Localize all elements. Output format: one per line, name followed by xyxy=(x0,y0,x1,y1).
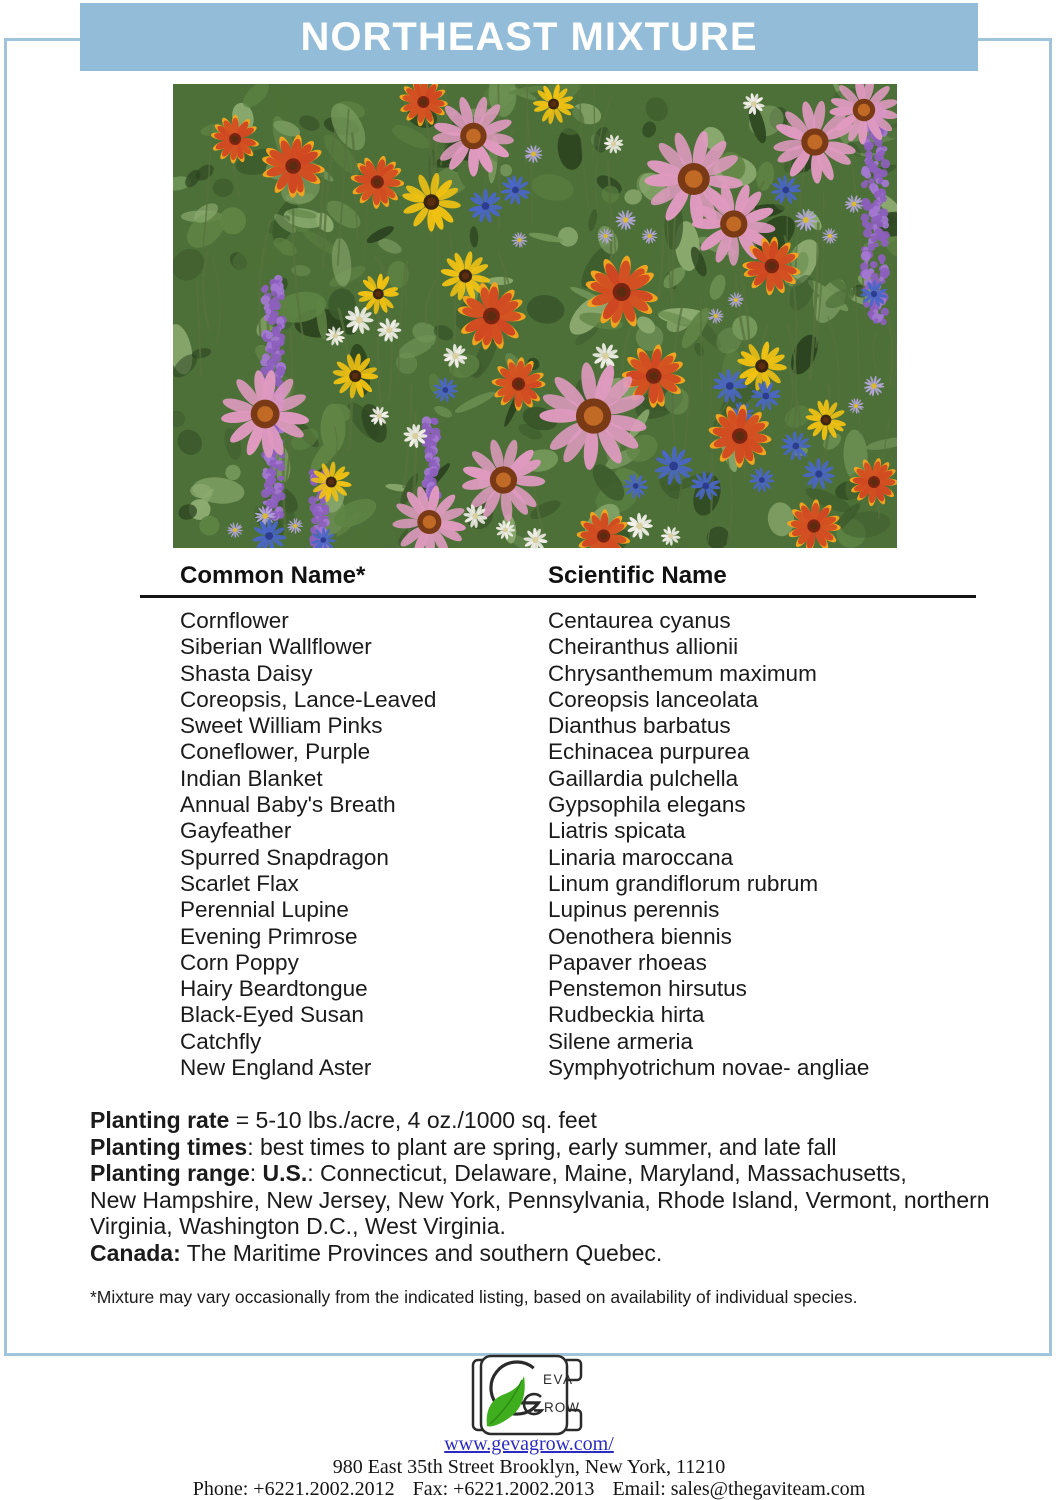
common-name-cell: Indian Blanket xyxy=(180,765,323,791)
planting-range-line: Planting range: U.S.: Connecticut, Delaware, Maine, Maryland, Massachusetts, xyxy=(90,1160,907,1187)
scientific-name-cell: Cheiranthus allionii xyxy=(548,634,739,660)
planting-times-label: Planting times xyxy=(90,1133,248,1160)
table-row xyxy=(0,897,1058,923)
us-label: U.S. xyxy=(262,1160,308,1187)
table-row xyxy=(0,845,1058,871)
table-row xyxy=(0,687,1058,713)
table-row xyxy=(0,634,1058,660)
common-name-cell: Black-Eyed Susan xyxy=(180,1002,364,1028)
canada-label: Canada: xyxy=(90,1239,181,1266)
common-name-cell: Coneflower, Purple xyxy=(180,739,371,765)
common-name-cell: Evening Primrose xyxy=(180,923,358,949)
table-row xyxy=(0,1029,1058,1055)
common-name-cell: Spurred Snapdragon xyxy=(180,844,389,870)
website-link[interactable]: www.gevagrow.com/ xyxy=(444,1433,614,1455)
table-row xyxy=(0,871,1058,897)
common-name-cell: Hairy Beardtongue xyxy=(180,976,368,1002)
table-row xyxy=(0,818,1058,844)
gevagrow-logo xyxy=(471,1352,587,1443)
species-rows xyxy=(0,608,1058,1081)
scientific-name-cell: Symphyotrichum novae- angliae xyxy=(548,1055,870,1081)
planting-rate-value: = 5-10 lbs./acre, 4 oz./1000 sq. feet xyxy=(229,1107,597,1133)
scientific-name-cell: Rudbeckia hirta xyxy=(548,1002,705,1028)
common-name-cell: Corn Poppy xyxy=(180,949,299,975)
logo-text-row: ROW xyxy=(544,1400,580,1415)
scientific-name-cell: Penstemon hirsutus xyxy=(548,976,747,1002)
scientific-name-cell: Echinacea purpurea xyxy=(548,739,750,765)
table-header-rule xyxy=(140,595,976,598)
table-row xyxy=(0,713,1058,739)
canada-value: The Maritime Provinces and southern Quebec. xyxy=(180,1239,663,1266)
table-row xyxy=(0,608,1058,634)
fax: Fax: +6221.2002.2013 xyxy=(412,1478,595,1500)
table-row xyxy=(0,976,1058,1002)
common-name-cell: Scarlet Flax xyxy=(180,870,299,896)
scientific-name-cell: Linaria maroccana xyxy=(548,844,734,870)
planting-times-line xyxy=(90,1134,1035,1161)
footer xyxy=(0,1433,1058,1500)
scientific-name-header: Scientific Name xyxy=(548,562,727,589)
address: 980 East 35th Street Brooklyn, New York, 11210 xyxy=(332,1455,726,1478)
contact-line xyxy=(0,1478,1058,1500)
table-row xyxy=(0,766,1058,792)
table-row xyxy=(0,950,1058,976)
common-name-cell: Perennial Lupine xyxy=(180,897,349,923)
common-name-cell: Cornflower xyxy=(180,608,289,633)
table-row xyxy=(0,1055,1058,1081)
table-row xyxy=(0,1002,1058,1028)
scientific-name-cell: Liatris spicata xyxy=(548,818,686,844)
common-name-cell: Coreopsis, Lance-Leaved xyxy=(180,686,437,712)
scientific-name-cell: Papaver rhoeas xyxy=(548,949,707,975)
scientific-name-cell: Coreopsis lanceolata xyxy=(548,686,759,712)
table-row xyxy=(0,792,1058,818)
table-row xyxy=(0,924,1058,950)
scientific-name-cell: Gaillardia pulchella xyxy=(548,765,739,791)
canada-line xyxy=(90,1240,1035,1267)
scientific-name-cell: Dianthus barbatus xyxy=(548,713,731,739)
planting-range-line2: New Hampshire, New Jersey, New York, Pennsylvania, Rhode Island, Vermont, northern xyxy=(90,1186,990,1213)
common-name-cell: Annual Baby's Breath xyxy=(180,792,396,818)
email: Email: sales@thegaviteam.com xyxy=(612,1478,866,1500)
scientific-name-cell: Silene armeria xyxy=(548,1028,694,1054)
common-name-cell: Sweet William Pinks xyxy=(180,713,383,739)
planting-info xyxy=(90,1107,1035,1267)
common-name-cell: Gayfeather xyxy=(180,818,292,844)
table-row xyxy=(0,661,1058,687)
common-name-header: Common Name* xyxy=(180,562,366,589)
scientific-name-cell: Linum grandiflorum rubrum xyxy=(548,870,819,896)
disclaimer-note: *Mixture may vary occasionally from the indicated listing, based on availability of individual species. xyxy=(90,1287,858,1307)
us-states-1: : Connecticut, Delaware, Maine, Maryland, Massachusetts, xyxy=(307,1160,907,1187)
scientific-name-cell: Oenothera biennis xyxy=(548,923,732,949)
common-name-cell: Siberian Wallflower xyxy=(180,634,372,660)
scientific-name-cell: Chrysanthemum maximum xyxy=(548,660,817,686)
scientific-name-cell: Lupinus perennis xyxy=(548,897,720,923)
planting-rate-label: Planting rate xyxy=(90,1107,230,1133)
planting-range-line3: Virginia, Washington D.C., West Virginia. xyxy=(90,1213,506,1240)
page-title: NORTHEAST MIXTURE xyxy=(300,15,758,59)
common-name-cell: Catchfly xyxy=(180,1028,262,1054)
common-name-cell: New England Aster xyxy=(180,1055,372,1081)
title-banner xyxy=(80,3,978,71)
logo-text-eva: EVA xyxy=(543,1372,574,1387)
planting-range-label: Planting range xyxy=(90,1160,250,1187)
phone: Phone: +6221.2002.2012 xyxy=(192,1478,395,1500)
planting-times-value: : best times to plant are spring, early summer, and late fall xyxy=(247,1133,837,1160)
planting-rate-line xyxy=(90,1107,1035,1134)
common-name-cell: Shasta Daisy xyxy=(180,660,313,686)
scientific-name-cell: Gypsophila elegans xyxy=(548,792,746,818)
wildflower-photo xyxy=(173,84,897,548)
scientific-name-cell: Centaurea cyanus xyxy=(548,608,731,633)
table-row xyxy=(0,739,1058,765)
